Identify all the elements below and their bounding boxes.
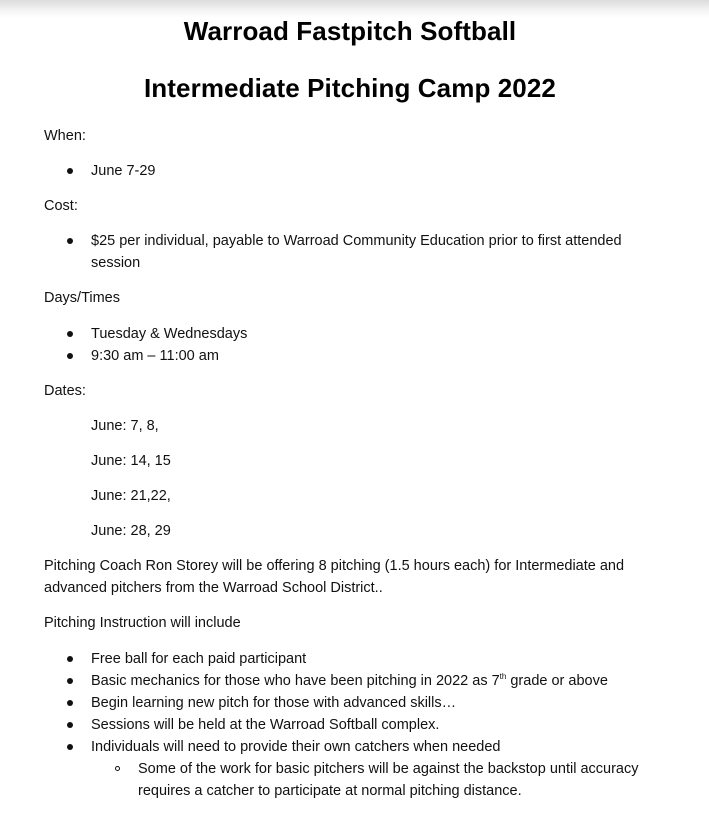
description-line-1: Pitching Coach Ron Storey will be offering 8 pitching (1.5 hours each) for Intermediate and (44, 558, 625, 574)
cost-item-line-1: $25 per individual, payable to Warroad Community Education prior to first attended (91, 233, 622, 249)
bullet-icon (67, 700, 73, 706)
title-line-2: Intermediate Pitching Camp 2022 (143, 73, 556, 103)
instruction-label: Pitching Instruction will include (44, 615, 241, 631)
when-item: June 7-29 (91, 163, 156, 179)
bullet-icon (67, 238, 73, 244)
date-item: June: 14, 15 (91, 453, 171, 469)
title-line-1: Warroad Fastpitch Softball (183, 16, 517, 46)
dates-label: Dates: (44, 383, 86, 399)
date-item: June: 21,22, (91, 488, 171, 504)
instruction-item: Individuals will need to provide their own catchers when needed (91, 739, 501, 755)
bullet-icon (67, 722, 73, 728)
when-label: When: (44, 128, 86, 144)
date-item: June: 28, 29 (91, 523, 171, 539)
instruction-sub-item-line-2: requires a catcher to participate at normal pitching distance. (138, 783, 522, 799)
sub-bullet-icon (115, 766, 120, 771)
ordinal-superscript: th (499, 672, 507, 682)
instruction-item: Sessions will be held at the Warroad Softball complex. (91, 717, 440, 733)
instruction-item-text: Basic mechanics for those who have been pitching in 2022 as 7 (91, 673, 500, 689)
instruction-item: Begin learning new pitch for those with advanced skills… (91, 695, 457, 711)
bullet-icon (67, 744, 73, 750)
bullet-icon (67, 678, 73, 684)
bullet-icon (67, 331, 73, 337)
cost-item-line-2: session (91, 255, 141, 271)
bullet-icon (67, 656, 73, 662)
days-times-label: Days/Times (44, 290, 120, 306)
bullet-icon (67, 353, 73, 359)
date-item: June: 7, 8, (91, 418, 159, 434)
times-item: 9:30 am – 11:00 am (91, 348, 219, 364)
instruction-item-text: grade or above (506, 673, 608, 689)
cost-label: Cost: (44, 198, 78, 214)
instruction-sub-item-line-1: Some of the work for basic pitchers will be against the backstop until accuracy (138, 761, 639, 777)
bullet-icon (67, 168, 73, 174)
instruction-item (91, 670, 608, 692)
description-line-2: advanced pitchers from the Warroad School District.. (44, 580, 383, 596)
days-item: Tuesday & Wednesdays (91, 326, 248, 342)
instruction-item: Free ball for each paid participant (91, 651, 307, 667)
